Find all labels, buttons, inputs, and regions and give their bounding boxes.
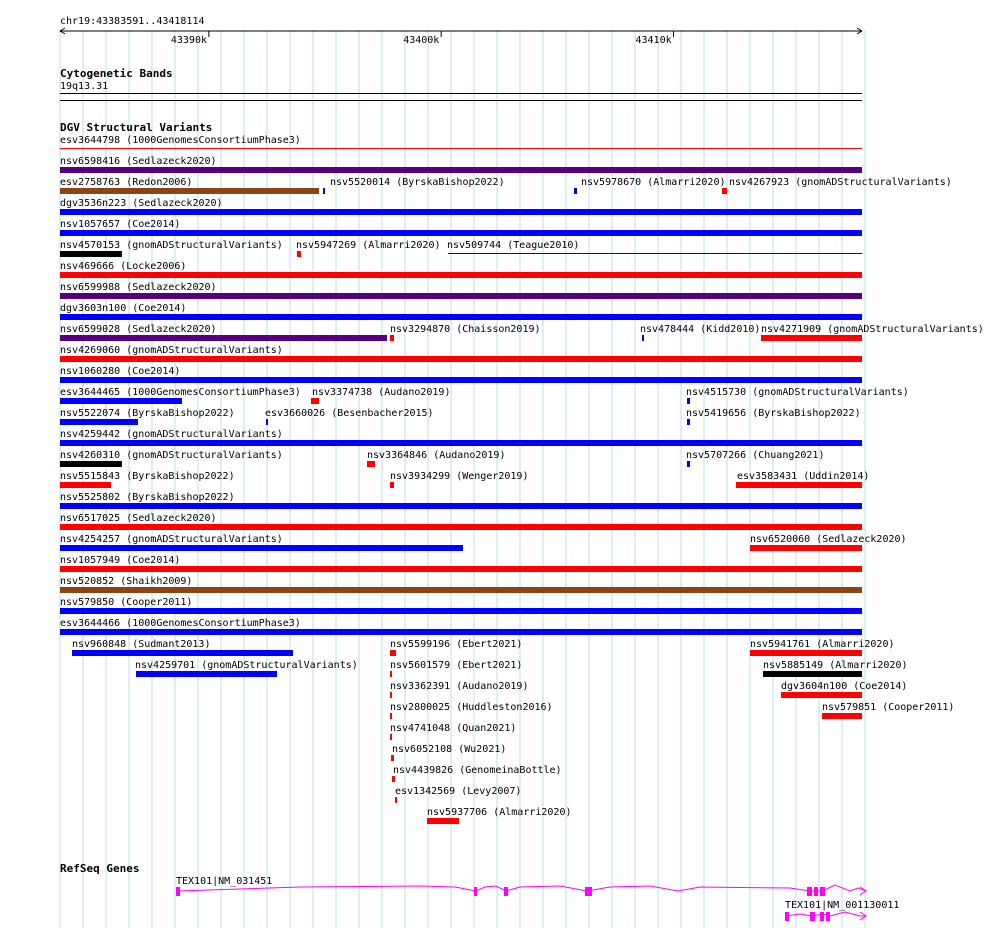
variant-feature[interactable] [60,629,862,635]
variant-feature[interactable] [390,671,392,677]
variant-feature[interactable] [60,377,862,383]
gene-exon [176,887,180,896]
variant-feature[interactable] [761,335,862,341]
variant-label[interactable]: nsv4515730 (gnomADStructuralVariants) [686,387,909,398]
variant-label[interactable]: esv3660026 (Besenbacher2015) [265,408,434,419]
variant-feature[interactable] [736,482,862,488]
variant-label[interactable]: nsv5707266 (Chuang2021) [686,450,825,461]
variant-feature[interactable] [60,209,862,215]
variant-label[interactable]: nsv520852 (Shaikh2009) [60,576,193,587]
variant-label[interactable]: nsv5599196 (Ebert2021) [390,639,523,650]
variant-feature[interactable] [60,461,122,467]
variant-feature[interactable] [60,524,862,530]
variant-label[interactable]: nsv4260310 (gnomADStructuralVariants) [60,450,283,461]
variant-feature[interactable] [390,482,393,488]
variant-feature[interactable] [297,251,300,257]
variant-label[interactable]: nsv5601579 (Ebert2021) [390,660,523,671]
gene-exon [504,887,508,896]
gene-exon [785,912,789,921]
variant-label[interactable]: nsv4269060 (gnomADStructuralVariants) [60,345,283,356]
variant-label[interactable]: nsv5978670 (Almarri2020) [581,177,726,188]
variant-label[interactable]: dgv3603n100 (Coe2014) [60,303,187,314]
variant-label[interactable]: nsv5525802 (ByrskaBishop2022) [60,492,235,503]
variant-label[interactable]: esv3644798 (1000GenomesConsortiumPhase3) [60,135,301,146]
variant-label[interactable]: nsv469666 (Locke2006) [60,261,187,272]
gene-exon [826,912,830,921]
variant-label[interactable]: nsv4271909 (gnomADStructuralVariants) [761,324,984,335]
variant-label[interactable]: dgv3536n223 (Sedlazeck2020) [60,198,223,209]
variant-feature[interactable] [687,419,689,425]
variant-feature[interactable] [60,314,862,320]
variant-feature[interactable] [60,566,862,572]
gene-exon [807,887,812,896]
gene-exon [814,887,818,896]
variant-label[interactable]: nsv5947269 (Almarri2020) [296,240,441,251]
variant-label[interactable]: nsv6520060 (Sedlazeck2020) [750,534,907,545]
variant-feature[interactable] [390,650,396,656]
variant-feature[interactable] [60,587,862,593]
variant-feature[interactable] [687,398,689,404]
variant-feature[interactable] [60,419,138,425]
variant-feature[interactable] [763,671,862,677]
variant-feature[interactable] [642,335,644,341]
variant-label[interactable]: nsv3374738 (Audano2019) [312,387,451,398]
variant-label[interactable]: nsv6599028 (Sedlazeck2020) [60,324,217,335]
variant-feature[interactable] [574,188,576,194]
variant-feature[interactable] [822,713,862,719]
variant-label[interactable]: nsv5515843 (ByrskaBishop2022) [60,471,235,482]
variant-label[interactable]: nsv4439826 (GenomeinaBottle) [393,765,562,776]
variant-feature[interactable] [427,818,458,824]
variant-feature[interactable] [60,440,862,446]
variant-feature[interactable] [136,671,277,677]
variant-label[interactable]: nsv4259442 (gnomADStructuralVariants) [60,429,283,440]
variant-label[interactable]: nsv579850 (Cooper2011) [60,597,193,608]
variant-label[interactable]: nsv3294870 (Chaisson2019) [390,324,541,335]
variant-label[interactable]: nsv1060280 (Coe2014) [60,366,181,377]
variant-label[interactable]: nsv4267923 (gnomADStructuralVariants) [729,177,952,188]
refseq-genes[interactable] [0,878,890,928]
variant-feature[interactable] [395,797,397,803]
variant-feature[interactable] [60,251,122,257]
variant-label[interactable]: esv3644465 (1000GenomesConsortiumPhase3) [60,387,301,398]
variant-feature[interactable] [60,398,182,404]
gene-label[interactable]: TEX101|NM_001130011 [785,900,900,911]
gene-exon [820,912,824,921]
variant-label[interactable]: nsv6517025 (Sedlazeck2020) [60,513,217,524]
variant-feature[interactable] [390,692,392,698]
variant-feature[interactable] [722,188,727,194]
variant-feature[interactable] [60,272,862,278]
gene-exon [820,887,825,896]
variant-label[interactable]: nsv3362391 (Audano2019) [390,681,529,692]
variant-feature[interactable] [266,419,268,425]
ruler-tick-label: 43400k [403,35,440,46]
variant-label[interactable]: nsv579851 (Cooper2011) [822,702,955,713]
variant-label[interactable]: esv1342569 (Levy2007) [395,786,522,797]
gene-intron [178,885,866,891]
variant-feature[interactable] [60,608,862,614]
cytoband-label: 19q13.31 [60,81,109,92]
cytoband-bar-bottom [60,100,862,101]
cytoband-bar-top[interactable] [60,93,862,94]
gene-exon [810,912,815,921]
gene-exon [474,887,477,896]
variant-label[interactable]: esv3583431 (Uddin2014) [737,471,870,482]
variant-feature[interactable] [311,398,319,404]
gene-strand-arrow [860,887,866,895]
variant-label[interactable]: nsv6599988 (Sedlazeck2020) [60,282,217,293]
variant-label[interactable]: nsv3934299 (Wenger2019) [390,471,529,482]
variant-feature[interactable] [391,755,393,761]
cytoband-track-title: Cytogenetic Bands [60,67,173,80]
variant-feature[interactable] [781,692,862,698]
variant-feature[interactable] [750,650,862,656]
variant-feature[interactable] [390,734,392,740]
variant-feature[interactable] [448,253,862,254]
variant-feature[interactable] [323,188,325,194]
variant-feature[interactable] [60,503,862,509]
variant-feature[interactable] [60,335,387,341]
variant-label[interactable]: nsv6598416 (Sedlazeck2020) [60,156,217,167]
variant-feature[interactable] [60,482,111,488]
variant-label[interactable]: nsv1057657 (Coe2014) [60,219,181,230]
variant-feature[interactable] [60,230,862,236]
variant-label[interactable]: nsv2800025 (Huddleston2016) [390,702,553,713]
variant-label[interactable]: nsv5885149 (Almarri2020) [763,660,908,671]
variant-feature[interactable] [60,167,862,173]
variant-label[interactable]: nsv4741048 (Quan2021) [390,723,517,734]
dgv-track-title: DGV Structural Variants [60,121,213,134]
variant-label[interactable]: nsv5520014 (ByrskaBishop2022) [330,177,505,188]
gene-exon [585,887,592,896]
variant-label[interactable]: nsv4254257 (gnomADStructuralVariants) [60,534,283,545]
variant-feature[interactable] [60,545,463,551]
variant-label[interactable]: nsv5937706 (Almarri2020) [427,807,572,818]
variant-label[interactable]: nsv6052108 (Wu2021) [392,744,507,755]
refseq-track-title: RefSeq Genes [60,862,140,875]
variant-feature[interactable] [60,356,862,362]
variant-label[interactable]: nsv1057949 (Coe2014) [60,555,181,566]
variant-feature[interactable] [392,776,394,782]
ruler-tick-label: 43410k [635,35,672,46]
variant-feature[interactable] [750,545,862,551]
variant-feature[interactable] [60,188,319,194]
variant-label[interactable]: nsv3364846 (Audano2019) [367,450,506,461]
variant-label[interactable]: nsv5522074 (ByrskaBishop2022) [60,408,235,419]
gene-label[interactable]: TEX101|NM_031451 [176,876,273,887]
variant-label[interactable]: nsv960848 (Sudmant2013) [72,639,211,650]
variant-label[interactable]: nsv5941761 (Almarri2020) [750,639,895,650]
variant-label[interactable]: esv2758763 (Redon2006) [60,177,193,188]
variant-label[interactable]: dgv3604n100 (Coe2014) [781,681,908,692]
variant-feature[interactable] [60,293,862,299]
location-label: chr19:43383591..43418114 [60,16,205,27]
variant-feature[interactable] [390,713,392,719]
variant-feature[interactable] [60,148,862,149]
variant-feature[interactable] [390,335,393,341]
variant-feature[interactable] [687,461,689,467]
variant-label[interactable]: esv3644466 (1000GenomesConsortiumPhase3) [60,618,301,629]
variant-feature[interactable] [367,461,375,467]
variant-label[interactable]: nsv5419656 (ByrskaBishop2022) [686,408,861,419]
variant-feature[interactable] [72,650,293,656]
variant-label[interactable]: nsv478444 (Kidd2010) [640,324,761,335]
variant-label[interactable]: nsv509744 (Teague2010) [447,240,580,251]
ruler-tick-label: 43390k [170,35,207,46]
ruler[interactable] [0,22,890,72]
variant-label[interactable]: nsv4259701 (gnomADStructuralVariants) [135,660,358,671]
variant-label[interactable]: nsv4570153 (gnomADStructuralVariants) [60,240,283,251]
